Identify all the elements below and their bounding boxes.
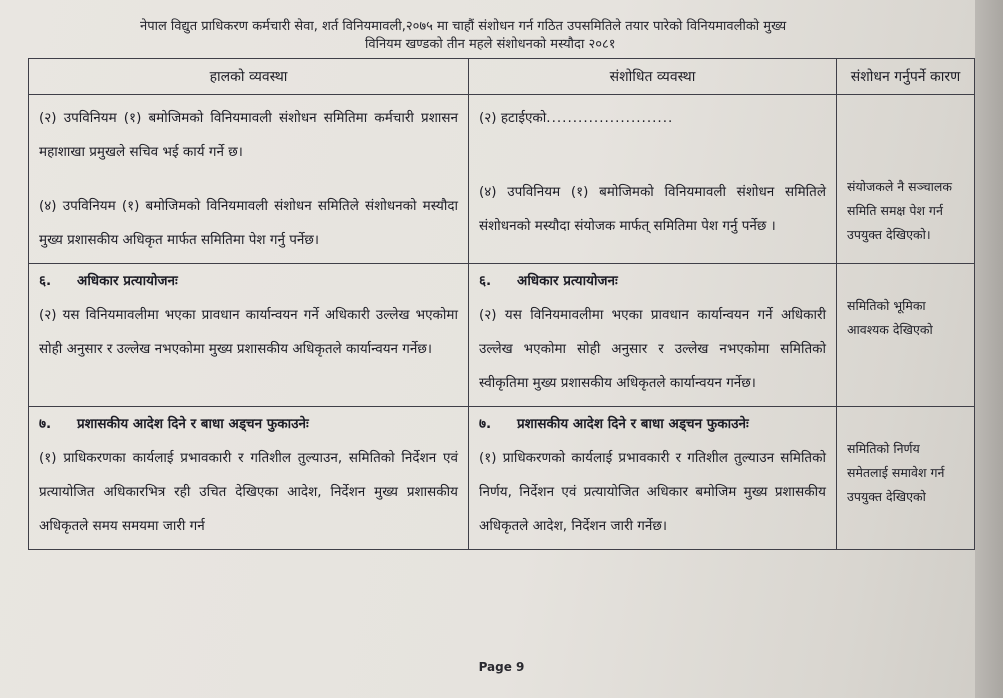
section-title-text: प्रशासकीय आदेश दिने र बाधा अड्चन फुकाउनेः bbox=[517, 416, 749, 432]
page-edge-shadow bbox=[975, 0, 1003, 698]
column-header-revised: संशोधित व्यवस्था bbox=[469, 59, 837, 95]
amendment-table bbox=[28, 58, 975, 550]
page-number: Page 9 bbox=[478, 660, 525, 674]
current-clause: (२) यस विनियमावलीमा भएका प्रावधान कार्यान्वयन गर्ने अधिकारी उल्लेख भएकोमा सोही अनुसार र उल्लेख नभएकोमा मुख्य प्रशासकीय अधिकृतले कार्यान्वयन गर्नेछ। bbox=[39, 307, 458, 357]
heading-line-2: विनियम खण्डको तीन महले संशोधनको मस्यौदा २०८१ bbox=[365, 37, 616, 52]
revised-provision-cell bbox=[469, 407, 837, 550]
reason-cell: समितिको निर्णय समेतलाई समावेश गर्न उपयुक्त देखिएको bbox=[837, 407, 975, 550]
section-title bbox=[479, 270, 826, 292]
current-provision-cell bbox=[29, 95, 469, 264]
current-clause-2: (२) उपविनियम (१) बमोजिमको विनियमावली संशोधन समितिमा कर्मचारी प्रशासन महाशाखा प्रमुखले सचिव भई कार्य गर्ने छ। bbox=[39, 110, 458, 160]
current-provision-cell bbox=[29, 264, 469, 407]
column-header-reason: संशोधन गर्नुपर्ने कारण bbox=[837, 59, 975, 95]
section-number: ७. bbox=[479, 416, 492, 432]
revised-clause: (१) प्राधिकरणको कार्यलाई प्रभावकारी र गतिशील तुल्याउन समितिको निर्णय, निर्देशन एवं प्रत्यायोजित अधिकार बमोजिम मुख्य प्रशासकीय अधिकृतले आदेश, निर्देशन जारी गर्नेछ। bbox=[479, 450, 826, 534]
section-title-text: अधिकार प्रत्यायोजनः bbox=[77, 273, 178, 289]
revised-provision-cell bbox=[469, 95, 837, 264]
section-title bbox=[479, 413, 826, 435]
section-number: ६. bbox=[479, 273, 492, 289]
heading-line-1: नेपाल विद्युत प्राधिकरण कर्मचारी सेवा, शर्त विनियमावली,२०७५ मा चाहौं संशोधन गर्न गठित उपसमितिले तयार पारेको विनियमावलीको मुख्य bbox=[140, 19, 787, 34]
revised-clause-2 bbox=[479, 101, 826, 135]
revised-clause-2-text: (२) हटाईएको bbox=[479, 110, 547, 126]
reason-cell: समितिको भूमिका आवश्यक देखिएको bbox=[837, 264, 975, 407]
table-header-row bbox=[29, 59, 975, 95]
column-header-current: हालको व्यवस्था bbox=[29, 59, 469, 95]
reason-cell: संयोजकले नै सञ्चालक समिति समक्ष पेश गर्न उपयुक्त देखिएको। bbox=[837, 95, 975, 264]
table-row bbox=[29, 407, 975, 550]
revised-clause: (२) यस विनियमावलीमा भएका प्रावधान कार्यान्वयन गर्ने अधिकारी उल्लेख भएकोमा सोही अनुसार र उल्लेख नभएकोमा समितिको स्वीकृतिमा मुख्य प्रशासकीय अधिकृतले कार्यान्वयन गर्नेछ। bbox=[479, 307, 826, 391]
section-title-text: अधिकार प्रत्यायोजनः bbox=[517, 273, 618, 289]
document-heading bbox=[140, 18, 920, 54]
table-row bbox=[29, 264, 975, 407]
revised-provision-cell bbox=[469, 264, 837, 407]
section-number: ७. bbox=[39, 416, 52, 432]
current-clause-4: (४) उपविनियम (१) बमोजिमको विनियमावली संशोधन समितिले संशोधनको मस्यौदा मुख्य प्रशासकीय अधिकृत मार्फत समितिमा पेश गर्नु पर्नेछ। bbox=[39, 198, 458, 248]
revised-clause-2-dots: ........................ bbox=[546, 110, 674, 126]
current-provision-cell bbox=[29, 407, 469, 550]
section-title bbox=[39, 270, 458, 292]
table-row bbox=[29, 95, 975, 264]
current-clause: (१) प्राधिकरणका कार्यलाई प्रभावकारी र गतिशील तुल्याउन, समितिको निर्देशन एवं प्रत्यायोजित अधिकारभित्र रही उचित देखिएका आदेश, निर्देशन मुख्य प्रशासकीय अधिकृतले समय समयमा जारी गर्न bbox=[39, 450, 458, 534]
section-title bbox=[39, 413, 458, 435]
section-number: ६. bbox=[39, 273, 52, 289]
section-title-text: प्रशासकीय आदेश दिने र बाधा अड्चन फुकाउनेः bbox=[77, 416, 309, 432]
revised-clause-4: (४) उपविनियम (१) बमोजिमको विनियमावली संशोधन समितिले संशोधनको मस्यौदा संयोजक मार्फत् समितिमा पेश गर्नु पर्नेछ । bbox=[479, 184, 826, 234]
